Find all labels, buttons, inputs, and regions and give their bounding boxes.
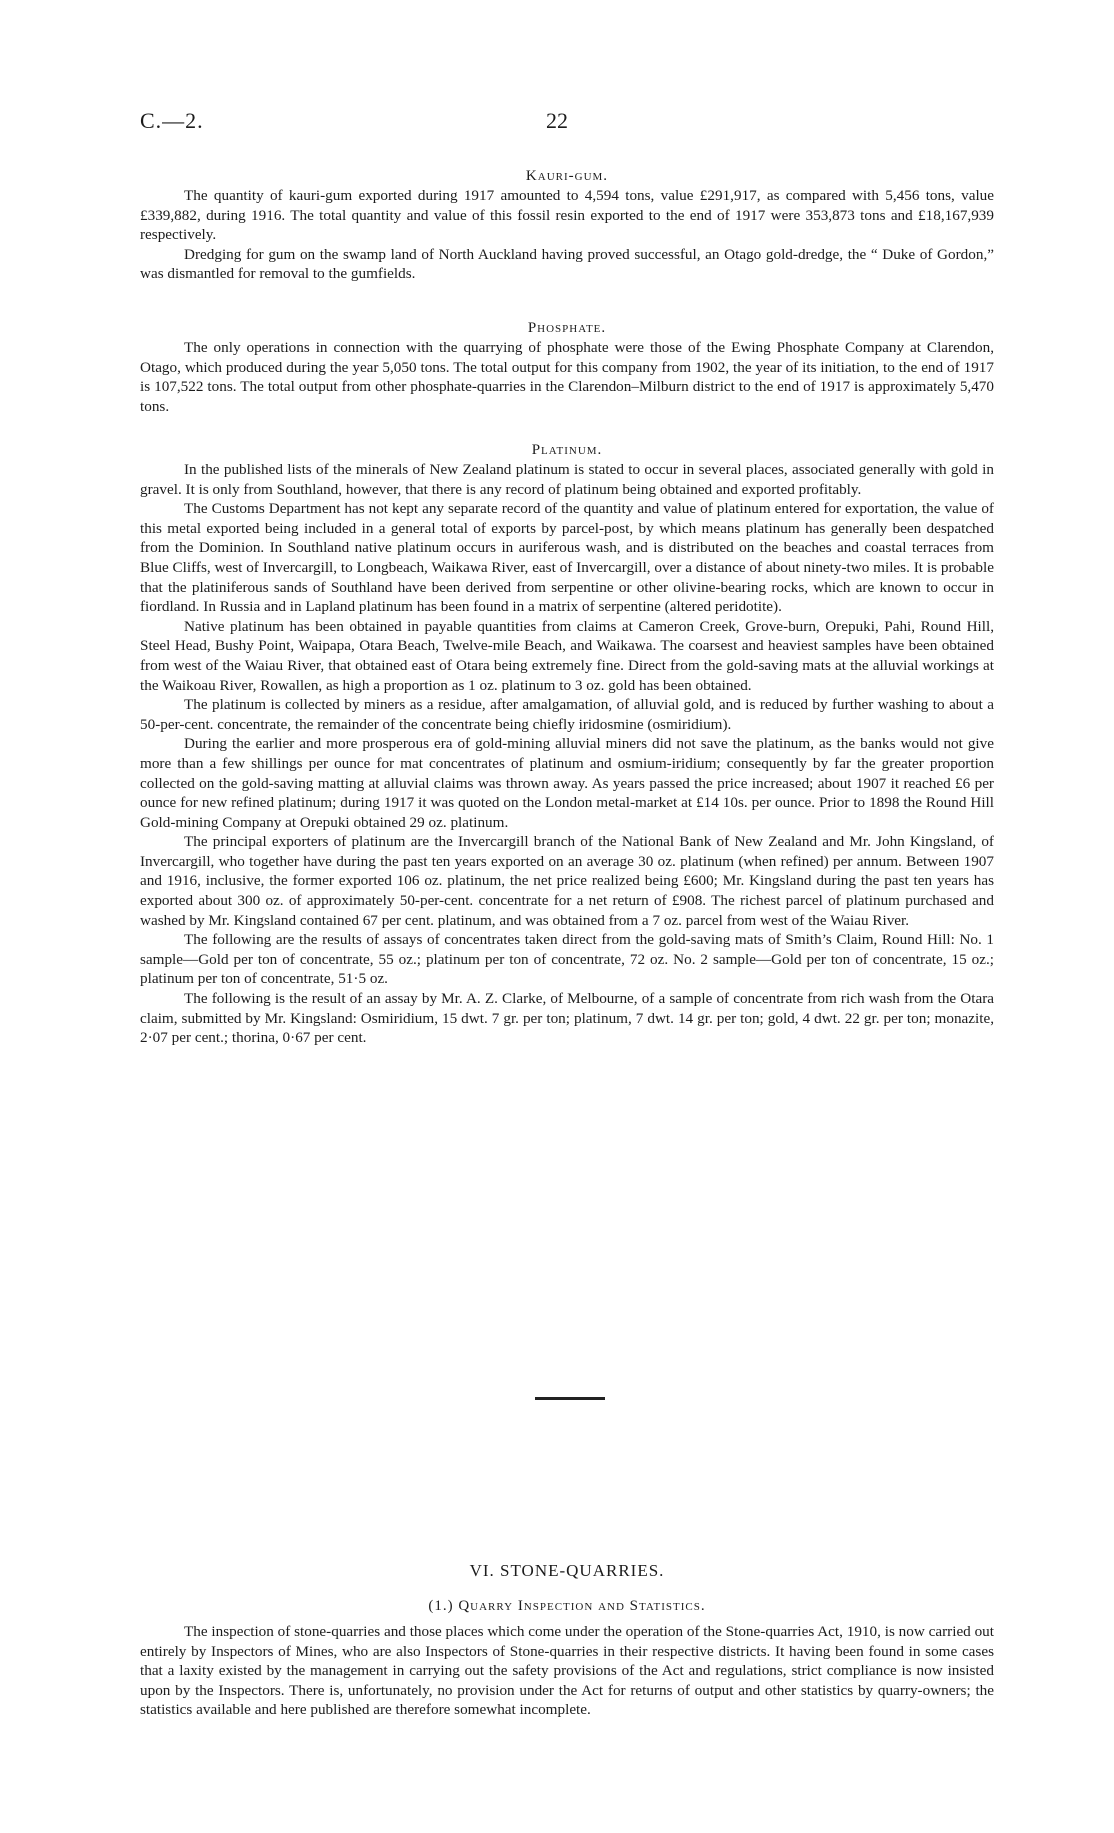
paragraph: During the earlier and more prosperous era of gold-mining alluvial miners did not save the platinum, as the banks would not give more than a few shillings per ounce for mat concentrates of platinum and osmium-iridium; consequently by far the greater proportion collected on the gold-saving matting at alluvial claims was thrown away. As years passed the price increased; about 1907 it reached £6 per ounce for new refined platinum; during 1917 it was quoted on the London metal-market at £14 10s. per ounce. Prior to 1898 the Round Hill Gold-mining Company at Orepuki obtained 29 oz. platinum. (140, 735, 994, 831)
section-kauri-gum (140, 166, 994, 284)
chapter-stone-quarries (140, 1560, 994, 1720)
section-heading: Platinum. (531, 442, 603, 458)
paragraph: The principal exporters of platinum are the Invercargill branch of the National Bank of New Zealand and Mr. John Kingsland, of Invercargill, who together have during the past ten years exported on an average 30 oz. platinum (when refined) per annum. Between 1907 and 1916, inclusive, the former exported 106 oz. platinum, the net price realized being £600; Mr. Kingsland during the past ten years has exported about 300 oz. of approximately 50-per-cent. concentrate for a net return of £908. The richest parcel of platinum purchased and washed by Mr. Kingsland contained 67 per cent. platinum, and was obtained from a 7 oz. parcel from west of the Waiau River. (140, 833, 994, 929)
paragraph: The platinum is collected by miners as a residue, after amalgamation, of alluvial gold, and is reduced by further washing to about a 50-per-cent. concentrate, the remainder of the concentrate being chiefly iridosmine (osmiridium). (140, 696, 994, 733)
paragraph: In the published lists of the minerals of New Zealand platinum is stated to occur in several places, associated generally with gold in gravel. It is only from Southland, however, that there is any record of platinum being obtained and exported profitably. (140, 461, 994, 498)
section-heading: Phosphate. (527, 320, 607, 336)
section-heading: Kauri-gum. (525, 168, 609, 184)
paragraph: The following are the results of assays of concentrates taken direct from the gold-saving mats of Smith’s Claim, Round Hill: No. 1 sample—Gold per ton of concentrate, 55 oz.; platinum per ton of concentrate, 72 oz. No. 2 sample—Gold per ton of concentrate, 15 oz.; platinum per ton of concentrate, 51·5 oz. (140, 931, 994, 988)
section-divider (535, 1397, 605, 1400)
page-number: 22 (546, 108, 568, 133)
paragraph: Dredging for gum on the swamp land of North Auckland having proved successful, an Otago gold-dredge, the “ Duke of Gordon,” was dismantled for removal to the gumfields. (140, 245, 994, 283)
subsection-heading: (1.) Quarry Inspection and Statistics. (428, 1598, 706, 1614)
paragraph: The only operations in connection with the quarrying of phosphate were those of the Ewing Phosphate Company at Clarendon, Otago, which produced during the year 5,050 tons. The total output for this company from 1902, the year of its initiation, to the end of 1917 is 107,522 tons. The total output from other phosphate-quarries in the Clarendon–Milburn district to the end of 1917 is approximately 5,470 tons. (140, 339, 994, 415)
paragraph: The following is the result of an assay by Mr. A. Z. Clarke, of Melbourne, of a sample of concentrate from rich wash from the Otara claim, submitted by Mr. Kingsland: Osmiridium, 15 dwt. 7 gr. per ton; platinum, 7 dwt. 14 gr. per ton; gold, 4 dwt. 22 gr. per ton; monazite, 2·07 per cent.; thorina, 0·67 per cent. (140, 990, 994, 1047)
paragraph: The quantity of kauri-gum exported during 1917 amounted to 4,594 tons, value £291,917, as compared with 5,456 tons, value £339,882, during 1916. The total quantity and value of this fossil resin exported to the end of 1917 were 353,873 tons and £18,167,939 respectively. (140, 187, 994, 244)
series-code: C.—2. (140, 108, 204, 133)
section-phosphate (140, 318, 994, 416)
section-platinum (140, 440, 994, 1048)
paragraph: Native platinum has been obtained in payable quantities from claims at Cameron Creek, Grove-burn, Orepuki, Pahi, Round Hill, Steel Head, Bushy Point, Waipapa, Otara Beach, Twelve-mile Beach, and Waikawa. The coarsest and heaviest samples have been obtained from west of the Waiau River, that obtained east of Otara being extremely fine. Direct from the gold-saving mats at the alluvial workings at the Waikoau River, Rowallen, as high a proportion as 1 oz. platinum to 3 oz. gold has been obtained. (140, 617, 994, 694)
chapter-title: VI. STONE-QUARRIES. (469, 1561, 665, 1580)
paragraph: The inspection of stone-quarries and those places which come under the operation of the Stone-quarries Act, 1910, is now carried out entirely by Inspectors of Mines, who are also Inspectors of Stone-quarries in their respective districts. It having been found in some cases that a laxity existed by the management in carrying out the safety provisions of the Act and regulations, strict compliance is now insisted upon by the Inspectors. There is, unfortunately, no provision under the Act for returns of output and other statistics by quarry-owners; the statistics available and here published are therefore somewhat incomplete. (140, 1623, 994, 1719)
paragraph: The Customs Department has not kept any separate record of the quantity and value of platinum entered for exportation, the value of this metal exported being included in a general total of exports by parcel-post, by which means platinum has generally been despatched from the Dominion. In Southland native platinum occurs in auriferous wash, and is distributed on the beaches and coastal terraces from Blue Cliffs, west of Invercargill, to Longbeach, Waikawa River, east of Invercargill, over a distance of about ninety-two miles. It is probable that the platiniferous sands of Southland have been derived from serpentine or other olivine-bearing rocks, which are known to occur in fiordland. In Russia and in Lapland platinum has been found in a matrix of serpentine (altered peridotite). (140, 500, 994, 616)
